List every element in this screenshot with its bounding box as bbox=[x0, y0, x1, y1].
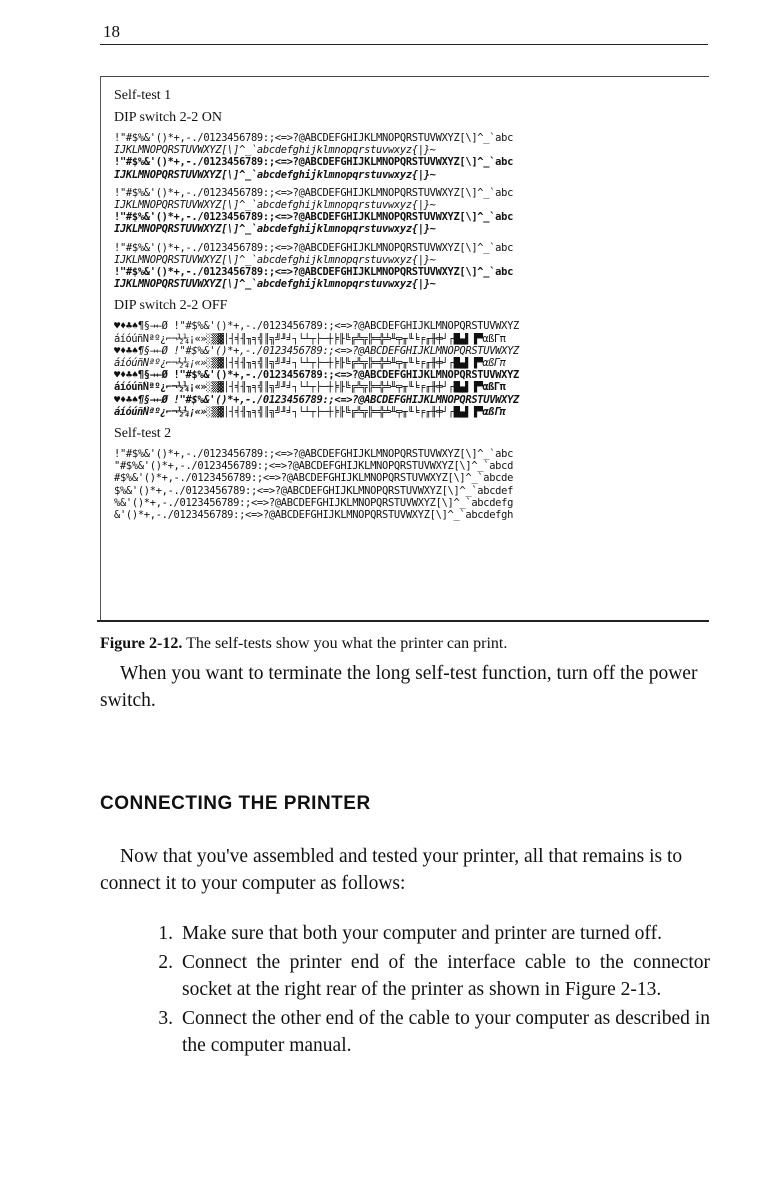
figure-frame bbox=[100, 76, 709, 622]
graphics-printout-line: áíóúñÑªº¿⌐¬½¼¡«»░▒▓│┤╡╢╖╕╣║╗╝╜╛┐└┴┬├─┼╞╟╚╔╩╦╠═╬╧╨╤╥╙╘╒╓╫╪┘┌█▄▌▐▀αßΓπ bbox=[114, 381, 506, 394]
self-test-1-label: Self-test 1 bbox=[114, 88, 172, 103]
self-test-2-label: Self-test 2 bbox=[114, 426, 172, 442]
printout-line: !"#$%&'()*+,-./0123456789:;<=>?@ABCDEFGHIJKLMNOPQRSTUVWXYZ[\]^_`abc bbox=[114, 241, 514, 254]
page-number: 18 bbox=[103, 22, 120, 41]
printout-line: $%&'()*+,-./0123456789:;<=>?@ABCDEFGHIJKLMNOPQRSTUVWXYZ[\]^_`abcdef bbox=[114, 484, 514, 497]
figure-content bbox=[114, 88, 706, 527]
paragraph-terminate: When you want to terminate the long self-test function, turn off the power switch. bbox=[100, 663, 698, 711]
printout-line: IJKLMNOPQRSTUVWXYZ[\]^_`abcdefghijklmnopqrstuvwxyz{|}~ bbox=[114, 199, 436, 212]
list-item bbox=[100, 949, 710, 1003]
section-heading: CONNECTING THE PRINTER bbox=[100, 793, 371, 814]
figure-caption bbox=[100, 635, 507, 653]
printout-line: ♥♦♣♠¶§→←Ø !"#$%&'()*+,-./0123456789:;<=>?@ABCDEFGHIJKLMNOPQRSTUVWXYZ bbox=[114, 369, 519, 382]
step-number: 1. bbox=[158, 923, 173, 944]
dip-on-sample-group-3 bbox=[114, 242, 706, 291]
dip-on-sample-group-1 bbox=[114, 132, 706, 181]
printout-line: IJKLMNOPQRSTUVWXYZ[\]^_`abcdefghijklmnopqrstuvwxyz{|}~ bbox=[114, 278, 436, 291]
printout-line: !"#$%&'()*+,-./0123456789:;<=>?@ABCDEFGHIJKLMNOPQRSTUVWXYZ[\]^_`abc bbox=[114, 132, 514, 144]
dip-on-label: DIP switch 2-2 ON bbox=[114, 110, 222, 125]
step-text: Connect the other end of the cable to your computer as described in the computer manual. bbox=[182, 1008, 710, 1056]
self-test-2-sample-group bbox=[114, 448, 706, 521]
step-number: 2. bbox=[158, 952, 173, 973]
dip-off-sample-group bbox=[114, 320, 706, 418]
graphics-printout-line: áíóúñÑªº¿⌐¬½¼¡«»░▒▓│┤╡╢╖╕╣║╗╝╜╛┐└┴┬├─┼╞╟╚╔╩╦╠═╬╧╨╤╥╙╘╒╓╫╪┘┌█▄▌▐▀αßΓπ bbox=[114, 332, 506, 345]
step-text: Make sure that both your computer and printer are turned off. bbox=[182, 923, 662, 944]
printout-line: !"#$%&'()*+,-./0123456789:;<=>?@ABCDEFGHIJKLMNOPQRSTUVWXYZ[\]^_`abc bbox=[114, 266, 514, 279]
printout-line: #$%&'()*+,-./0123456789:;<=>?@ABCDEFGHIJKLMNOPQRSTUVWXYZ[\]^_`abcde bbox=[114, 472, 514, 485]
header-rule bbox=[100, 44, 708, 45]
figure-caption-label: Figure 2-12. bbox=[100, 635, 183, 652]
step-number: 3. bbox=[158, 1008, 173, 1029]
paragraph-intro: Now that you've assembled and tested your printer, all that remains is to connect it to your computer as follows: bbox=[100, 846, 683, 894]
printout-line: IJKLMNOPQRSTUVWXYZ[\]^_`abcdefghijklmnopqrstuvwxyz{|}~ bbox=[114, 223, 436, 236]
dip-on-sample-group-2 bbox=[114, 187, 706, 236]
figure-caption-text: The self-tests show you what the printer can print. bbox=[186, 635, 508, 652]
printout-line: !"#$%&'()*+,-./0123456789:;<=>?@ABCDEFGHIJKLMNOPQRSTUVWXYZ[\]^_`abc bbox=[114, 186, 514, 199]
printout-line: "#$%&'()*+,-./0123456789:;<=>?@ABCDEFGHIJKLMNOPQRSTUVWXYZ[\]^_`abcd bbox=[114, 460, 514, 473]
printout-line: IJKLMNOPQRSTUVWXYZ[\]^_`abcdefghijklmnopqrstuvwxyz{|}~ bbox=[114, 144, 436, 157]
graphics-printout-line: áíóúñÑªº¿⌐¬½¼¡«»░▒▓│┤╡╢╖╕╣║╗╝╜╛┐└┴┬├─┼╞╟╚╔╩╦╠═╬╧╨╤╥╙╘╒╓╫╪┘┌█▄▌▐▀αßΓπ bbox=[114, 357, 506, 370]
printout-line: !"#$%&'()*+,-./0123456789:;<=>?@ABCDEFGHIJKLMNOPQRSTUVWXYZ[\]^_`abc bbox=[114, 211, 514, 224]
steps-list bbox=[100, 920, 710, 1061]
printout-line: IJKLMNOPQRSTUVWXYZ[\]^_`abcdefghijklmnopqrstuvwxyz{|}~ bbox=[114, 253, 436, 266]
printout-line: %&'()*+,-./0123456789:;<=>?@ABCDEFGHIJKLMNOPQRSTUVWXYZ[\]^_`abcdefg bbox=[114, 496, 514, 509]
figure-bottom-rule bbox=[97, 620, 709, 622]
printout-line: ♥♦♣♠¶§→←Ø !"#$%&'()*+,-./0123456789:;<=>?@ABCDEFGHIJKLMNOPQRSTUVWXYZ bbox=[114, 320, 519, 333]
printout-line: !"#$%&'()*+,-./0123456789:;<=>?@ABCDEFGHIJKLMNOPQRSTUVWXYZ[\]^_`abc bbox=[114, 156, 514, 169]
printout-line: ♥♦♣♠¶§→←Ø !"#$%&'()*+,-./0123456789:;<=>?@ABCDEFGHIJKLMNOPQRSTUVWXYZ bbox=[114, 393, 519, 406]
graphics-printout-line: áíóúñÑªº¿⌐¬½¼¡«»░▒▓│┤╡╢╖╕╣║╗╝╜╛┐└┴┬├─┼╞╟╚╔╩╦╠═╬╧╨╤╥╙╘╒╓╫╪┘┌█▄▌▐▀αßΓπ bbox=[114, 405, 506, 418]
list-item bbox=[100, 1005, 710, 1059]
step-text: Connect the printer end of the interface cable to the connector socket at the right rear of the printer as shown in Figure 2-13. bbox=[182, 952, 710, 1000]
printout-line: &'()*+,-./0123456789:;<=>?@ABCDEFGHIJKLMNOPQRSTUVWXYZ[\]^_`abcdefgh bbox=[114, 509, 514, 522]
dip-off-label: DIP switch 2-2 OFF bbox=[114, 298, 228, 314]
figure-top-rule bbox=[101, 76, 709, 77]
list-item bbox=[100, 920, 710, 947]
printout-line: ♥♦♣♠¶§→←Ø !"#$%&'()*+,-./0123456789:;<=>?@ABCDEFGHIJKLMNOPQRSTUVWXYZ bbox=[114, 344, 519, 357]
printout-line: IJKLMNOPQRSTUVWXYZ[\]^_`abcdefghijklmnopqrstuvwxyz{|}~ bbox=[114, 168, 436, 181]
printout-line: !"#$%&'()*+,-./0123456789:;<=>?@ABCDEFGHIJKLMNOPQRSTUVWXYZ[\]^_`abc bbox=[114, 448, 514, 461]
